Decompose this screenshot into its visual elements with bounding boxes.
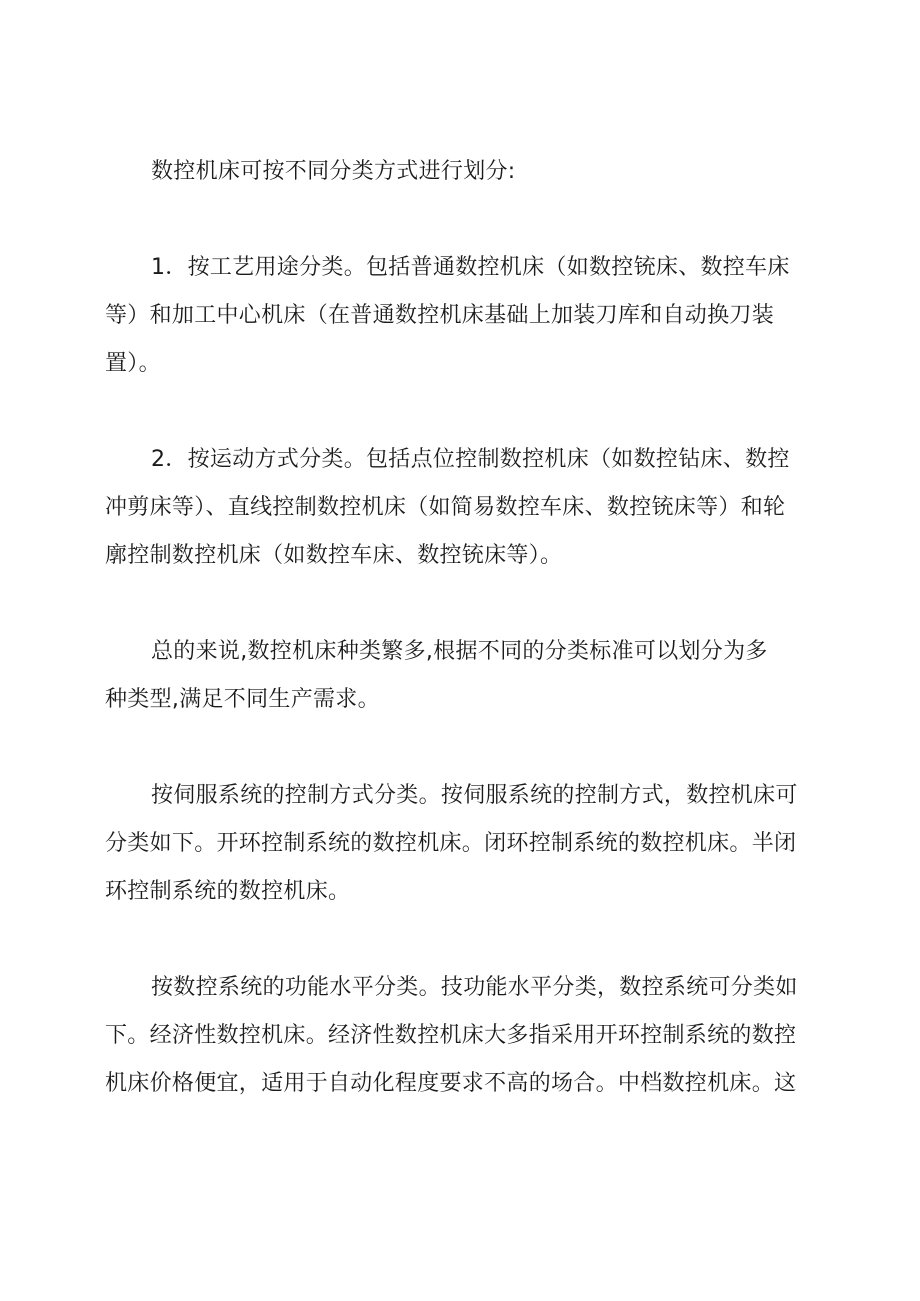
- paragraph-line: 总的来说,数控机床种类繁多,根据不同的分类标准可以划分为多: [151, 639, 768, 664]
- paragraph-line: 分类如下。开环控制系统的数控机床。闭环控制系统的数控机床。半闭: [105, 831, 797, 856]
- paragraph-line: 1．按工艺用途分类。包括普通数控机床（如数控铳床、数控车床: [151, 255, 790, 280]
- paragraph-line: 等）和加工中心机床（在普通数控机床基础上加装刀库和自动换刀装: [105, 303, 775, 328]
- paragraph-servo-control: [105, 772, 825, 916]
- paragraph-line: 置）。: [105, 351, 161, 376]
- paragraph-line: 环控制系统的数控机床。: [105, 879, 351, 904]
- paragraph-motion-mode: [105, 436, 825, 580]
- paragraph-summary: [105, 628, 825, 724]
- paragraph-line: 下。经济性数控机床。经济性数控机床大多指采用开环控制系统的数控: [105, 1023, 797, 1048]
- paragraph-line: 按数控系统的功能水平分类。技功能水平分类，数控系统可分类如: [151, 975, 798, 1000]
- paragraph-line: 按伺服系统的控制方式分类。按伺服系统的控制方式，数控机床可: [151, 783, 798, 808]
- paragraph-line: 2．按运动方式分类。包括点位控制数控机床（如数控钻床、数控: [151, 447, 790, 472]
- paragraph-function-level: [105, 964, 825, 1108]
- paragraph-line: 种类型,满足不同生产需求。: [105, 687, 380, 712]
- intro-paragraph: [105, 148, 825, 196]
- paragraph-line: 冲剪床等）、直线控制数控机床（如简易数控车床、数控铳床等）和轮: [105, 495, 786, 520]
- paragraph-line: 机床价格便宜，适用于自动化程度要求不高的场合。中档数控机床。这: [105, 1071, 797, 1096]
- paragraph-process-use: [105, 244, 825, 388]
- intro-line: 数控机床可按不同分类方式进行划分:: [151, 159, 516, 184]
- paragraph-line: 廓控制数控机床（如数控车床、数控铳床等）。: [105, 543, 563, 568]
